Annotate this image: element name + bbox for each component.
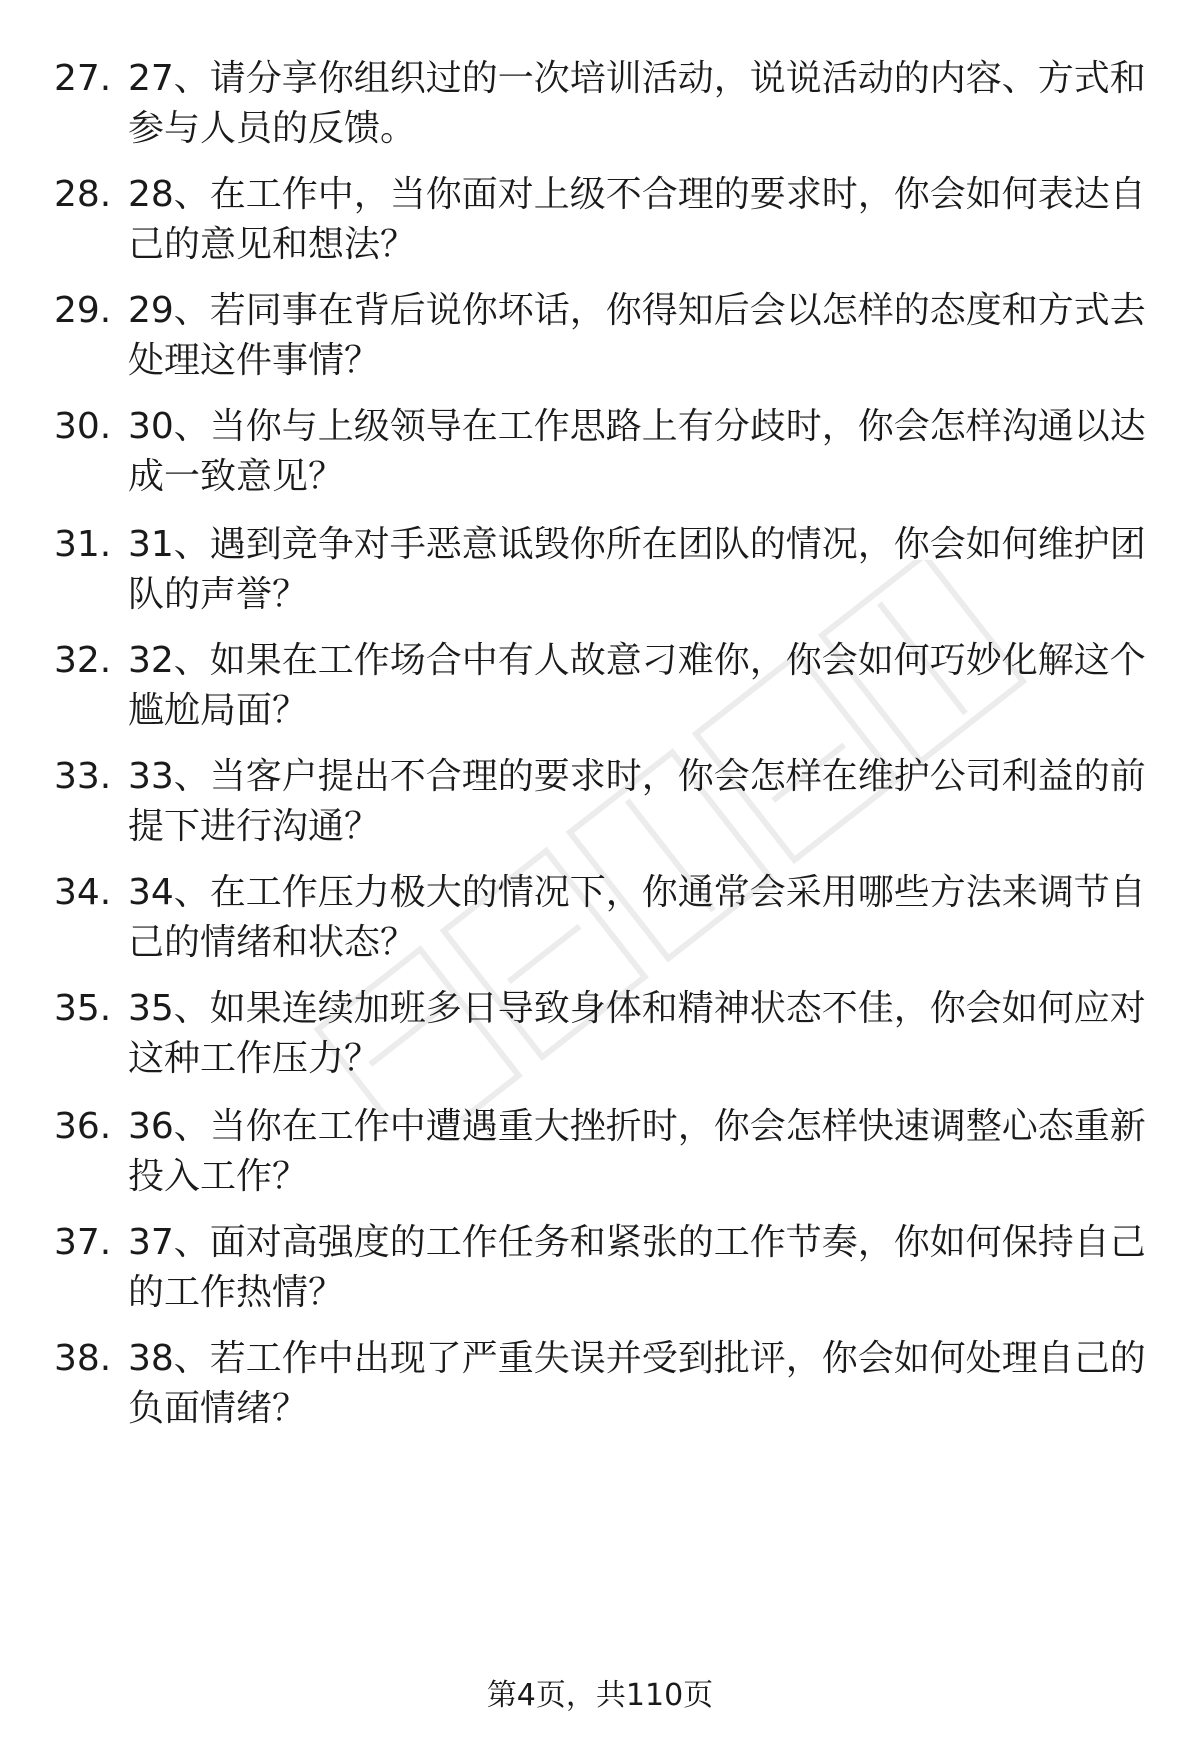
question-number: 38. [54,1338,112,1379]
question-text: 33、当客户提出不合理的要求时，你会怎样在维护公司利益的前提下进行沟通？ [128,756,1146,847]
question-number: 28. [54,174,112,215]
question-item [0,868,1200,978]
question-text: 32、如果在工作场合中有人故意刁难你，你会如何巧妙化解这个尴尬局面？ [128,640,1146,731]
question-text: 30、当你与上级领导在工作思路上有分歧时，你会怎样沟通以达成一致意见？ [128,406,1146,497]
question-item [0,1218,1200,1328]
question-item [0,402,1200,512]
question-number: 30. [54,406,112,447]
question-number: 37. [54,1222,112,1263]
question-number: 31. [54,524,112,565]
question-text: 31、遇到竞争对手恶意诋毁你所在团队的情况，你会如何维护团队的声誉？ [128,524,1146,615]
question-text: 38、若工作中出现了严重失误并受到批评，你会如何处理自己的负面情绪？ [128,1338,1146,1429]
question-text: 29、若同事在背后说你坏话，你得知后会以怎样的态度和方式去处理这件事情？ [128,290,1146,381]
question-text: 36、当你在工作中遭遇重大挫折时，你会怎样快速调整心态重新投入工作？ [128,1106,1146,1197]
question-item [0,286,1200,396]
question-number: 33. [54,756,112,797]
question-item [0,1102,1200,1212]
question-number: 29. [54,290,112,331]
question-item [0,984,1200,1094]
question-item [0,54,1200,164]
question-number: 27. [54,58,112,99]
question-item [0,520,1200,630]
question-item [0,752,1200,862]
question-text: 35、如果连续加班多日导致身体和精神状态不佳，你会如何应对这种工作压力？ [128,988,1146,1079]
page-indicator: 第4页，共110页 [486,1678,714,1713]
question-item [0,170,1200,280]
question-text: 28、在工作中，当你面对上级不合理的要求时，你会如何表达自己的意见和想法？ [128,174,1146,265]
question-text: 37、面对高强度的工作任务和紧张的工作节奏，你如何保持自己的工作热情？ [128,1222,1146,1313]
question-number: 34. [54,872,112,913]
question-item [0,1334,1200,1444]
question-text: 27、请分享你组织过的一次培训活动，说说活动的内容、方式和参与人员的反馈。 [128,58,1146,149]
question-number: 32. [54,640,112,681]
question-item [0,636,1200,746]
question-text: 34、在工作压力极大的情况下，你通常会采用哪些方法来调节自己的情绪和状态？ [128,872,1146,963]
question-number: 36. [54,1106,112,1147]
question-number: 35. [54,988,112,1029]
